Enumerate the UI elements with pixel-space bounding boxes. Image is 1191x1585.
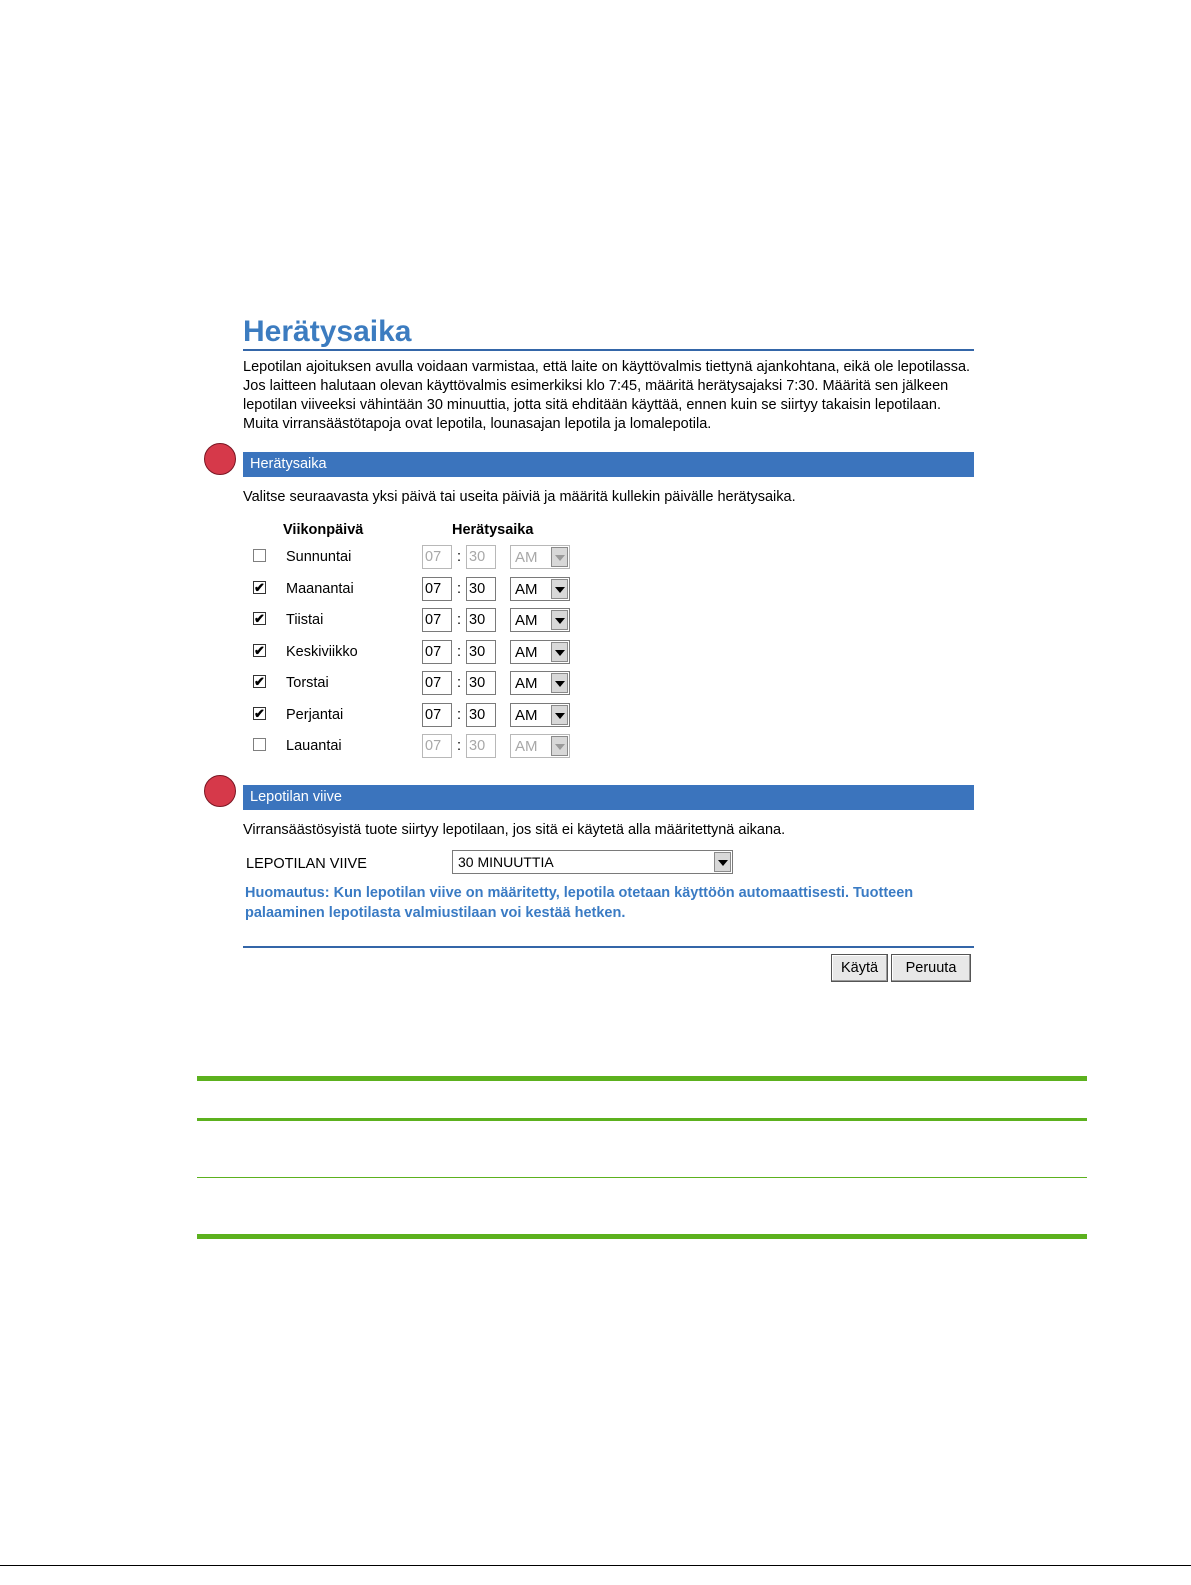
table-rule-top xyxy=(197,1076,1087,1081)
minute-input[interactable]: 30 xyxy=(466,671,496,695)
day-checkbox[interactable] xyxy=(253,675,266,688)
chevron-down-icon[interactable] xyxy=(551,736,568,756)
day-checkbox[interactable] xyxy=(253,644,266,657)
minute-input[interactable]: 30 xyxy=(466,577,496,601)
footer-divider xyxy=(243,946,974,948)
minute-input[interactable]: 30 xyxy=(466,703,496,727)
table-rule-bottom xyxy=(197,1234,1087,1239)
ampm-select[interactable] xyxy=(510,608,570,632)
table-rule-header xyxy=(197,1118,1087,1121)
ampm-select[interactable] xyxy=(510,640,570,664)
ampm-value: AM xyxy=(515,738,538,755)
chevron-down-icon[interactable] xyxy=(714,852,731,872)
day-row xyxy=(253,545,583,571)
ampm-value: AM xyxy=(515,580,538,598)
minute-input[interactable]: 30 xyxy=(466,608,496,632)
checkmark-icon: ✔ xyxy=(254,674,265,689)
delay-select-value: 30 MINUUTTIA xyxy=(458,854,554,870)
ampm-value: AM xyxy=(515,675,538,692)
day-row xyxy=(253,640,583,666)
time-separator: : xyxy=(457,643,462,660)
page-bottom-rule xyxy=(0,1565,1191,1566)
time-separator: : xyxy=(457,706,462,723)
ampm-select[interactable] xyxy=(510,545,570,569)
time-separator: : xyxy=(457,675,462,691)
day-row xyxy=(253,671,583,697)
delay-label: LEPOTILAN VIIVE xyxy=(246,856,367,872)
day-row xyxy=(253,734,583,760)
minute-input[interactable]: 30 xyxy=(466,545,496,569)
checkmark-icon: ✔ xyxy=(254,611,265,626)
hour-input[interactable]: 07 xyxy=(422,608,452,632)
title-divider xyxy=(243,349,974,351)
delay-instruction: Virransäästösyistä tuote siirtyy lepotilaan, jos sitä ei käytetä alla määritettynä aikana. xyxy=(243,822,786,838)
time-separator: : xyxy=(457,580,462,597)
chevron-down-icon[interactable] xyxy=(551,705,568,725)
ampm-value: AM xyxy=(515,643,538,661)
day-row xyxy=(253,577,583,603)
ampm-value: AM xyxy=(515,612,538,629)
ampm-value: AM xyxy=(515,549,538,566)
ampm-select[interactable] xyxy=(510,703,570,727)
hour-input[interactable]: 07 xyxy=(422,545,452,569)
delay-note: Huomautus: Kun lepotilan viive on määritetty, lepotila otetaan käyttöön automaattisesti. Tuotteen palaaminen lepotilasta valmiustilaan voi kestää hetken. xyxy=(245,885,914,921)
day-checkbox[interactable] xyxy=(253,738,266,751)
ampm-select[interactable] xyxy=(510,577,570,601)
time-separator: : xyxy=(457,738,462,754)
ampm-select[interactable] xyxy=(510,734,570,758)
day-row xyxy=(253,703,583,729)
day-row xyxy=(253,608,583,634)
time-separator: : xyxy=(457,612,462,628)
minute-input[interactable]: 30 xyxy=(466,640,496,664)
day-label: Perjantai xyxy=(286,706,344,723)
day-checkbox[interactable] xyxy=(253,612,266,625)
checkmark-icon: ✔ xyxy=(254,579,265,595)
checkmark-icon: ✔ xyxy=(254,705,265,721)
page-title: Herätysaika xyxy=(243,315,412,348)
intro-text: Lepotilan ajoituksen avulla voidaan varmistaa, että laite on käyttövalmis tiettynä ajankohtana, eikä ole lepotilassa. Jos laitteen halutaan olevan käyttövalmis esimerkiksi klo 7:45, määritä herätysajaksi 7:30. Määritä sen jälkeen lepotilan viiveeksi vähintään 30 minuuttia, jotta sitä ehditään käyttää, ennen kuin se siirtyy takaisin lepotilaan. Muita virransäästötapoja ovat lepotila, lounasajan lepotila ja lomalepotila. xyxy=(243,359,971,432)
wake-instruction: Valitse seuraavasta yksi päivä tai useita päiviä ja määritä kullekin päivälle herätysaika. xyxy=(243,489,796,505)
hour-input[interactable]: 07 xyxy=(422,703,452,727)
day-label: Torstai xyxy=(286,675,329,691)
column-header-time: Herätysaika xyxy=(452,522,534,538)
day-label: Keskiviikko xyxy=(286,643,358,660)
callout-marker-2 xyxy=(204,775,236,807)
time-separator: : xyxy=(457,549,462,565)
apply-button[interactable]: Käytä xyxy=(831,954,888,982)
section-header-wake: Herätysaika xyxy=(243,452,974,477)
day-checkbox[interactable] xyxy=(253,549,266,562)
day-label: Lauantai xyxy=(286,738,342,754)
delay-select[interactable] xyxy=(452,850,733,874)
chevron-down-icon[interactable] xyxy=(551,642,568,662)
minute-input[interactable]: 30 xyxy=(466,734,496,758)
hour-input[interactable]: 07 xyxy=(422,640,452,664)
table-rule-row xyxy=(197,1177,1087,1178)
day-label: Maanantai xyxy=(286,580,354,597)
ampm-select[interactable] xyxy=(510,671,570,695)
chevron-down-icon[interactable] xyxy=(551,547,568,567)
checkmark-icon: ✔ xyxy=(254,642,265,658)
section-header-delay: Lepotilan viive xyxy=(243,785,974,810)
day-label: Sunnuntai xyxy=(286,549,352,565)
day-label: Tiistai xyxy=(286,612,324,628)
callout-marker-1 xyxy=(204,443,236,475)
ampm-value: AM xyxy=(515,706,538,724)
hour-input[interactable]: 07 xyxy=(422,734,452,758)
hour-input[interactable]: 07 xyxy=(422,671,452,695)
hour-input[interactable]: 07 xyxy=(422,577,452,601)
chevron-down-icon[interactable] xyxy=(551,579,568,599)
column-header-day: Viikonpäivä xyxy=(283,522,364,538)
day-checkbox[interactable] xyxy=(253,581,266,594)
chevron-down-icon[interactable] xyxy=(551,610,568,630)
chevron-down-icon[interactable] xyxy=(551,673,568,693)
cancel-button[interactable]: Peruuta xyxy=(891,954,971,982)
day-checkbox[interactable] xyxy=(253,707,266,720)
